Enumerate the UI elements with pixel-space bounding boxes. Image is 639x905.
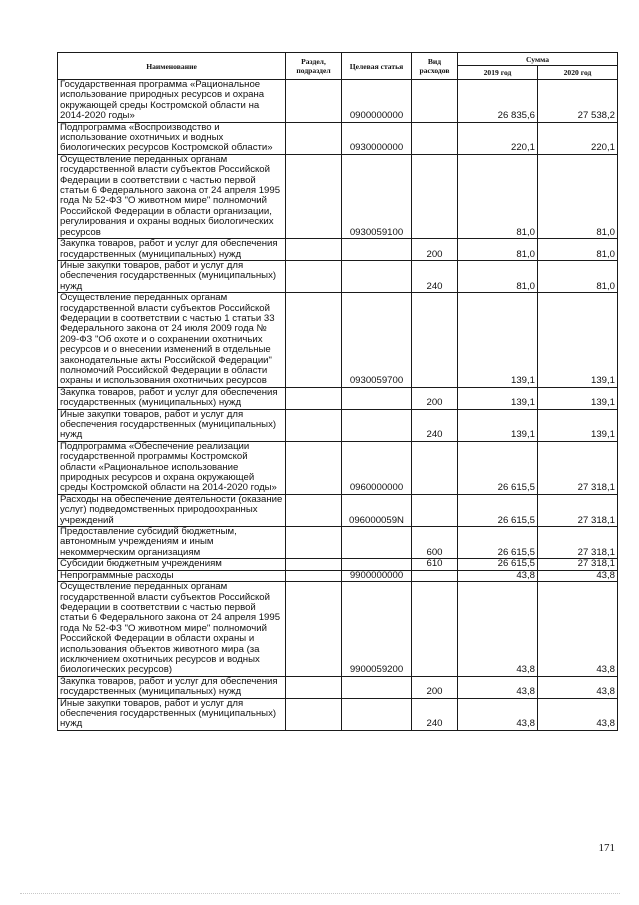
row-name-cell: Предоставление субсидий бюджетным, автономным учреждениям и иным некоммерческим организациям — [58, 527, 286, 559]
row-name-cell: Иные закупки товаров, работ и услуг для обеспечения государственных (муниципальных) нужд — [58, 260, 286, 292]
table-row — [58, 698, 618, 730]
row-target-cell — [342, 260, 412, 292]
table-row — [58, 559, 618, 570]
row-section-cell — [286, 570, 342, 581]
row-2020-cell: 220,1 — [538, 122, 618, 154]
row-2019-cell: 139,1 — [458, 409, 538, 441]
row-section-cell — [286, 239, 342, 261]
row-section-cell — [286, 494, 342, 526]
row-name-cell: Закупка товаров, работ и услуг для обеспечения государственных (муниципальных) нужд — [58, 387, 286, 409]
row-name-cell: Непрограммные расходы — [58, 570, 286, 581]
row-2019-cell: 81,0 — [458, 260, 538, 292]
row-target-cell — [342, 239, 412, 261]
row-name-cell: Осуществление переданных органам государственной власти субъектов Российской Федерации в соответствии с частью первой статьи 6 Федерального закона от 24 апреля 1995 года № 52-ФЗ "О животном мире" полномочий Российской Федерации в области охраны и использования объектов животного мира (за исключением охотничьих ресурсов и водных биологических ресурсов) — [58, 582, 286, 677]
row-kind-cell — [412, 293, 458, 388]
row-section-cell — [286, 527, 342, 559]
row-2019-cell: 81,0 — [458, 154, 538, 238]
row-target-cell: 0900000000 — [342, 80, 412, 123]
row-2020-cell: 139,1 — [538, 387, 618, 409]
header-kind: Вид расходов — [412, 53, 458, 80]
row-2019-cell: 26 615,5 — [458, 527, 538, 559]
row-kind-cell: 610 — [412, 559, 458, 570]
table-row — [58, 494, 618, 526]
table-row — [58, 122, 618, 154]
row-kind-cell: 240 — [412, 698, 458, 730]
row-name-cell: Иные закупки товаров, работ и услуг для обеспечения государственных (муниципальных) нужд — [58, 409, 286, 441]
row-2019-cell: 26 615,5 — [458, 441, 538, 494]
row-2020-cell: 27 318,1 — [538, 559, 618, 570]
row-target-cell: 0960000000 — [342, 441, 412, 494]
row-target-cell: 0930000000 — [342, 122, 412, 154]
table-row — [58, 570, 618, 581]
row-name-cell: Государственная программа «Рациональное использование природных ресурсов и охрана окружающей среды Костромской области на 2014-2020 годы» — [58, 80, 286, 123]
row-kind-cell: 200 — [412, 387, 458, 409]
row-2019-cell: 43,8 — [458, 570, 538, 581]
row-target-cell — [342, 527, 412, 559]
row-kind-cell — [412, 582, 458, 677]
row-kind-cell: 240 — [412, 260, 458, 292]
row-section-cell — [286, 293, 342, 388]
row-name-cell: Расходы на обеспечение деятельности (оказание услуг) подведомственных природоохранных учреждений — [58, 494, 286, 526]
row-2020-cell: 139,1 — [538, 293, 618, 388]
header-section: Раздел, подраздел — [286, 53, 342, 80]
row-2019-cell: 26 835,6 — [458, 80, 538, 123]
row-section-cell — [286, 409, 342, 441]
row-section-cell — [286, 698, 342, 730]
row-name-cell: Подпрограмма «Воспроизводство и использование охотничьих и водных биологических ресурсов Костромской области» — [58, 122, 286, 154]
table-row — [58, 409, 618, 441]
header-2019: 2019 год — [458, 66, 538, 80]
row-section-cell — [286, 582, 342, 677]
row-2020-cell: 43,8 — [538, 676, 618, 698]
row-kind-cell — [412, 570, 458, 581]
row-kind-cell — [412, 80, 458, 123]
row-2020-cell: 43,8 — [538, 698, 618, 730]
row-kind-cell: 200 — [412, 239, 458, 261]
row-target-cell: 0930059700 — [342, 293, 412, 388]
row-kind-cell: 240 — [412, 409, 458, 441]
table-row — [58, 441, 618, 494]
table-body — [58, 80, 618, 731]
row-2020-cell: 81,0 — [538, 239, 618, 261]
row-2019-cell: 43,8 — [458, 676, 538, 698]
scan-artifact-line — [20, 893, 620, 894]
row-2020-cell: 27 318,1 — [538, 441, 618, 494]
row-2020-cell: 81,0 — [538, 154, 618, 238]
row-2019-cell: 26 615,5 — [458, 494, 538, 526]
table-row — [58, 260, 618, 292]
row-target-cell: 096000059N — [342, 494, 412, 526]
row-name-cell: Закупка товаров, работ и услуг для обеспечения государственных (муниципальных) нужд — [58, 676, 286, 698]
row-section-cell — [286, 387, 342, 409]
budget-table — [57, 52, 618, 731]
row-2020-cell: 27 318,1 — [538, 494, 618, 526]
row-2019-cell: 139,1 — [458, 293, 538, 388]
row-target-cell — [342, 698, 412, 730]
row-target-cell — [342, 559, 412, 570]
header-name: Наименование — [58, 53, 286, 80]
table-row — [58, 154, 618, 238]
table-row — [58, 80, 618, 123]
row-name-cell: Иные закупки товаров, работ и услуг для обеспечения государственных (муниципальных) нужд — [58, 698, 286, 730]
row-2019-cell: 220,1 — [458, 122, 538, 154]
row-target-cell: 9900000000 — [342, 570, 412, 581]
row-section-cell — [286, 559, 342, 570]
row-2020-cell: 139,1 — [538, 409, 618, 441]
table-row — [58, 293, 618, 388]
row-2019-cell: 26 615,5 — [458, 559, 538, 570]
row-2019-cell: 81,0 — [458, 239, 538, 261]
row-target-cell — [342, 387, 412, 409]
row-section-cell — [286, 122, 342, 154]
row-2019-cell: 43,8 — [458, 698, 538, 730]
table-row — [58, 527, 618, 559]
header-2020: 2020 год — [538, 66, 618, 80]
table-row — [58, 239, 618, 261]
row-kind-cell: 600 — [412, 527, 458, 559]
row-target-cell: 0930059100 — [342, 154, 412, 238]
table-row — [58, 676, 618, 698]
table-row — [58, 387, 618, 409]
row-section-cell — [286, 260, 342, 292]
row-2020-cell: 81,0 — [538, 260, 618, 292]
row-kind-cell: 200 — [412, 676, 458, 698]
row-target-cell — [342, 409, 412, 441]
row-2020-cell: 43,8 — [538, 570, 618, 581]
row-2020-cell: 27 538,2 — [538, 80, 618, 123]
table-header — [58, 53, 618, 80]
page-number: 171 — [598, 842, 615, 854]
row-name-cell: Осуществление переданных органам государственной власти субъектов Российской Федерации в соответствии с частью 1 статьи 33 Федерального закона от 24 июля 2009 года № 209-ФЗ "Об охоте и о сохранении охотничьих ресурсов и о внесении изменений в отдельные законодательные акты Российской Федерации" полномочий Российской Федерации в области охраны и использования охотничьих ресурсов — [58, 293, 286, 388]
header-target: Целевая статья — [342, 53, 412, 80]
row-name-cell: Подпрограмма «Обеспечение реализации государственной программы Костромской области «Рациональное использование природных ресурсов и охрана окружающей среды Костромской области на 2014-2020 годы» — [58, 441, 286, 494]
row-name-cell: Закупка товаров, работ и услуг для обеспечения государственных (муниципальных) нужд — [58, 239, 286, 261]
row-kind-cell — [412, 154, 458, 238]
row-2019-cell: 43,8 — [458, 582, 538, 677]
row-target-cell — [342, 676, 412, 698]
row-target-cell: 9900059200 — [342, 582, 412, 677]
row-section-cell — [286, 154, 342, 238]
row-section-cell — [286, 80, 342, 123]
row-kind-cell — [412, 494, 458, 526]
row-2020-cell: 27 318,1 — [538, 527, 618, 559]
row-name-cell: Осуществление переданных органам государственной власти субъектов Российской Федерации в соответствии с частью первой статьи 6 Федерального закона от 24 апреля 1995 года № 52-ФЗ "О животном мире" полномочий Российской Федерации в области организации, регулирования и охраны водных биологических ресурсов — [58, 154, 286, 238]
row-section-cell — [286, 676, 342, 698]
row-name-cell: Субсидии бюджетным учреждениям — [58, 559, 286, 570]
table-row — [58, 582, 618, 677]
row-2020-cell: 43,8 — [538, 582, 618, 677]
row-2019-cell: 139,1 — [458, 387, 538, 409]
row-section-cell — [286, 441, 342, 494]
row-kind-cell — [412, 441, 458, 494]
row-kind-cell — [412, 122, 458, 154]
header-sum: Сумма — [458, 53, 618, 66]
